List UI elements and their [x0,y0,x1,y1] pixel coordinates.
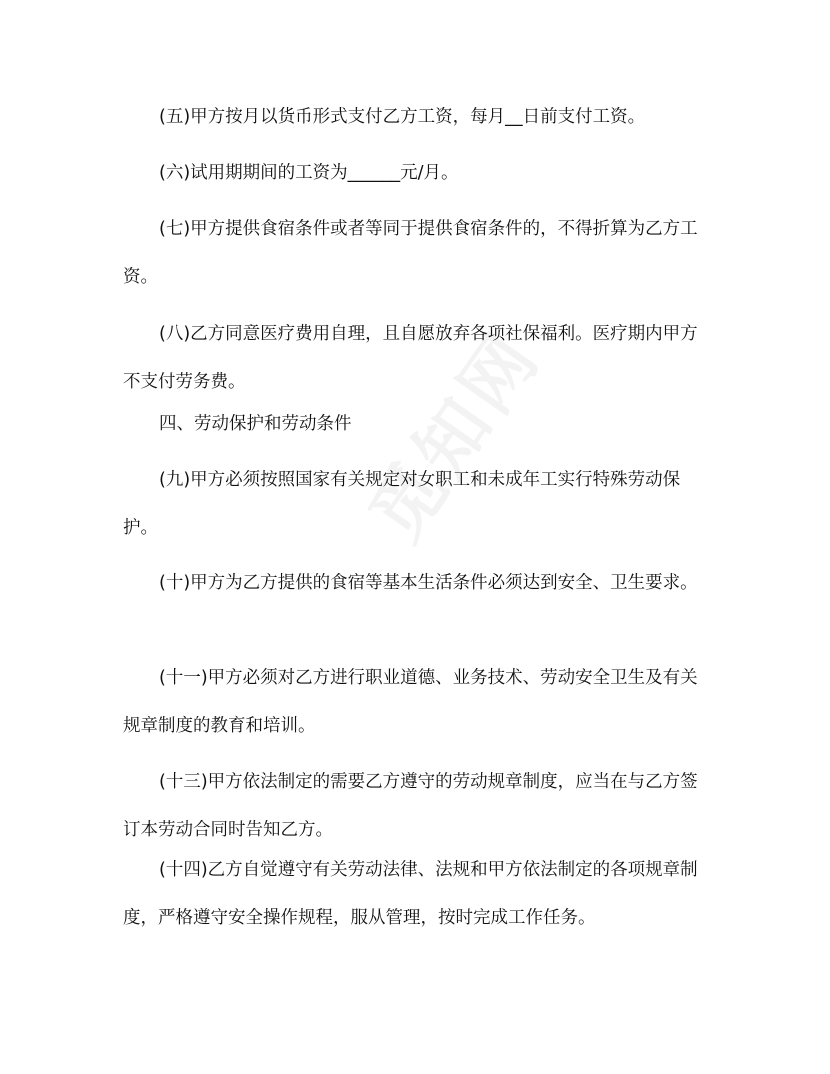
paragraph-training: (十一)甲方必须对乙方进行职业道德、业务技术、劳动安全卫生及有关规章制度的教育和培训。 [123,668,698,736]
paragraph-employee-obligations: (十四)乙方自觉遵守有关劳动法律、法规和甲方依法制定的各项规章制度，严格遵守安全操作规程，服从管理，按时完成工作任务。 [123,860,698,928]
paragraph-living-conditions: (十)甲方为乙方提供的食宿等基本生活条件必须达到安全、卫生要求。 [159,573,698,593]
section-heading-labor-protection: 四、劳动保护和劳动条件 [159,414,352,434]
paragraph-medical-costs: (八)乙方同意医疗费用自理，且自愿放弃各项社保福利。医疗期内甲方不支付劳务费。 [123,324,698,392]
paragraph-rules-notification: (十三)甲方依法制定的需要乙方遵守的劳动规章制度，应当在与乙方签订本劳动合同时告知乙方。 [123,772,698,840]
paragraph-special-protection: (九)甲方必须按照国家有关规定对女职工和未成年工实行特殊劳动保护。 [123,470,681,538]
paragraph-probation-wage: (六)试用期期间的工资为______元/月。 [159,163,459,183]
paragraph-wage-payment: (五)甲方按月以货币形式支付乙方工资，每月__日前支付工资。 [159,107,646,127]
paragraph-food-lodging: (七)甲方提供食宿条件或者等同于提供食宿条件的，不得折算为乙方工资。 [123,219,698,287]
